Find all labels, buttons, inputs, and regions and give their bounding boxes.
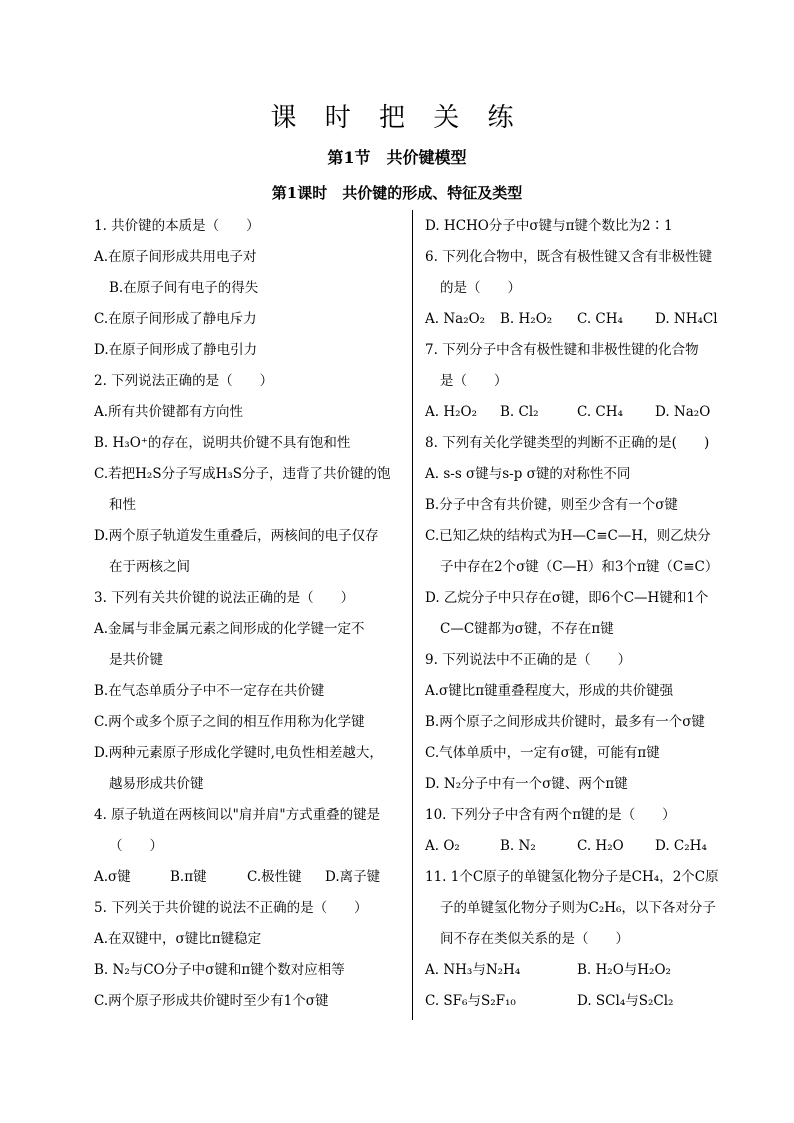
q11-option-a: A. NH₃与N₂H₄ xyxy=(425,962,521,978)
q10-options xyxy=(425,831,735,862)
q5-option-a: A.在双键中，σ键比π键稳定 xyxy=(94,931,262,947)
q1-stem: 1. 共价键的本质是（ ） xyxy=(94,218,260,234)
q7-stem-cont: 是（ ） xyxy=(440,373,508,389)
q9-stem: 9. 下列说法中不正确的是（ ） xyxy=(425,652,632,668)
q2-option-d-cont: 在于两核之间 xyxy=(109,559,190,575)
q11-options-row2 xyxy=(425,986,735,1017)
q4-option-d: D.离子键 xyxy=(325,869,381,885)
q6-option-c: C. CH₄ xyxy=(577,311,623,327)
q7-option-a: A. H₂O₂ xyxy=(425,404,477,420)
q11-option-c: C. SF₆与S₂F₁₀ xyxy=(425,993,516,1009)
q3-option-c: C.两个或多个原子之间的相互作用称为化学键 xyxy=(94,714,365,730)
q10-option-a: A. O₂ xyxy=(425,838,460,854)
q4-option-b: B.π键 xyxy=(170,869,207,885)
q8-stem: 8. 下列有关化学键类型的判断不正确的是( ) xyxy=(425,435,710,451)
section-title: 第1节 共价键模型 xyxy=(327,148,467,167)
q11-stem: 11. 1个C原子的单键氢化物分子是CH₄，2个C原 xyxy=(425,869,719,885)
q11-options-row1 xyxy=(425,955,735,986)
q6-stem: 6. 下列化合物中，既含有极性键又含有非极性键 xyxy=(425,249,713,265)
lesson-title: 第1课时 共价键的形成、特征及类型 xyxy=(271,184,523,202)
q8-option-a: A. s-s σ键与s-p σ键的对称性不同 xyxy=(425,466,631,482)
q6-option-a: A. Na₂O₂ xyxy=(425,311,486,327)
left-column xyxy=(94,211,400,1017)
q7-stem: 7. 下列分子中含有极性键和非极性键的化合物 xyxy=(425,342,699,358)
q2-option-c-cont: 和性 xyxy=(109,497,136,513)
q8-option-b: B.分子中含有共价键，则至少含有一个σ键 xyxy=(425,497,678,513)
q3-option-b: B.在气态单质分子中不一定存在共价键 xyxy=(94,683,325,699)
q3-option-a-cont: 是共价键 xyxy=(109,652,163,668)
q6-stem-cont: 的是（ ） xyxy=(440,280,521,296)
q2-option-b: B. H₃O⁺的存在，说明共价键不具有饱和性 xyxy=(94,435,351,451)
q1-option-c: C.在原子间形成了静电斥力 xyxy=(94,311,257,327)
q1-option-b: B.在原子间有电子的得失 xyxy=(109,280,259,296)
q8-option-d-cont: C—C键都为σ键，不存在π键 xyxy=(440,621,614,637)
q5-option-d: D. HCHO分子中σ键与π键个数比为2∶1 xyxy=(425,218,673,234)
q3-option-d: D.两种元素原子形成化学键时,电负性相差越大， xyxy=(94,745,383,761)
q8-option-c: C.已知乙炔的结构式为H—C≡C—H，则乙炔分 xyxy=(425,528,711,544)
q8-option-c-cont: 子中存在2个σ键（C—H）和3个π键（C≡C） xyxy=(440,559,719,575)
q4-option-a: A.σ键 xyxy=(94,869,131,885)
q2-option-c: C.若把H₂S分子写成H₃S分子，违背了共价键的饱 xyxy=(94,466,391,482)
q10-stem: 10. 下列分子中含有两个π键的是（ ） xyxy=(425,807,676,823)
q10-option-b: B. N₂ xyxy=(500,838,536,854)
q2-stem: 2. 下列说法正确的是（ ） xyxy=(94,373,274,389)
q3-option-a: A.金属与非金属元素之间形成的化学键一定不 xyxy=(94,621,365,637)
right-column xyxy=(425,211,735,1017)
q11-stem-cont-1: 子的单键氢化物分子则为C₂H₆，以下各对分子 xyxy=(440,900,716,916)
q10-option-d: D. C₂H₄ xyxy=(655,838,707,854)
q3-option-d-cont: 越易形成共价键 xyxy=(109,776,204,792)
q6-option-b: B. H₂O₂ xyxy=(500,311,553,327)
q4-stem-cont: （ ） xyxy=(109,838,163,854)
q1-option-a: A.在原子间形成共用电子对 xyxy=(94,249,257,265)
q4-stem: 4. 原子轨道在两核间以"肩并肩"方式重叠的键是 xyxy=(94,807,381,823)
page-title: 课 时 把 关 练 xyxy=(270,103,524,133)
q2-option-d: D.两个原子轨道发生重叠后，两核间的电子仅存 xyxy=(94,528,379,544)
q11-option-b: B. H₂O与H₂O₂ xyxy=(577,962,671,978)
q7-option-c: C. CH₄ xyxy=(577,404,623,420)
q7-options xyxy=(425,397,735,428)
q10-option-c: C. H₂O xyxy=(577,838,624,854)
q6-options xyxy=(425,304,735,335)
q1-option-d: D.在原子间形成了静电引力 xyxy=(94,342,258,358)
q3-stem: 3. 下列有关共价键的说法正确的是（ ） xyxy=(94,590,355,606)
q4-option-c: C.极性键 xyxy=(247,869,302,885)
q11-option-d: D. SCl₄与S₂Cl₂ xyxy=(577,993,674,1009)
q9-option-b: B.两个原子之间形成共价键时，最多有一个σ键 xyxy=(425,714,705,730)
q4-options xyxy=(94,862,400,893)
column-divider xyxy=(412,210,413,1020)
q11-stem-cont-2: 间不存在类似关系的是（ ） xyxy=(440,931,629,947)
q5-option-c: C.两个原子形成共价键时至少有1个σ键 xyxy=(94,993,329,1009)
q5-stem: 5. 下列关于共价键的说法不正确的是（ ） xyxy=(94,900,368,916)
q7-option-b: B. Cl₂ xyxy=(500,404,539,420)
q8-option-d: D. 乙烷分子中只存在σ键，即6个C—H键和1个 xyxy=(425,590,709,606)
q6-option-d: D. NH₄Cl xyxy=(655,311,718,327)
q9-option-c: C.气体单质中，一定有σ键，可能有π键 xyxy=(425,745,660,761)
q9-option-d: D. N₂分子中有一个σ键、两个π键 xyxy=(425,776,628,792)
q7-option-d: D. Na₂O xyxy=(655,404,711,420)
q9-option-a: A.σ键比π键重叠程度大，形成的共价键强 xyxy=(425,683,674,699)
q2-option-a: A.所有共价键都有方向性 xyxy=(94,404,244,420)
q5-option-b: B. N₂与CO分子中σ键和π键个数对应相等 xyxy=(94,962,345,978)
